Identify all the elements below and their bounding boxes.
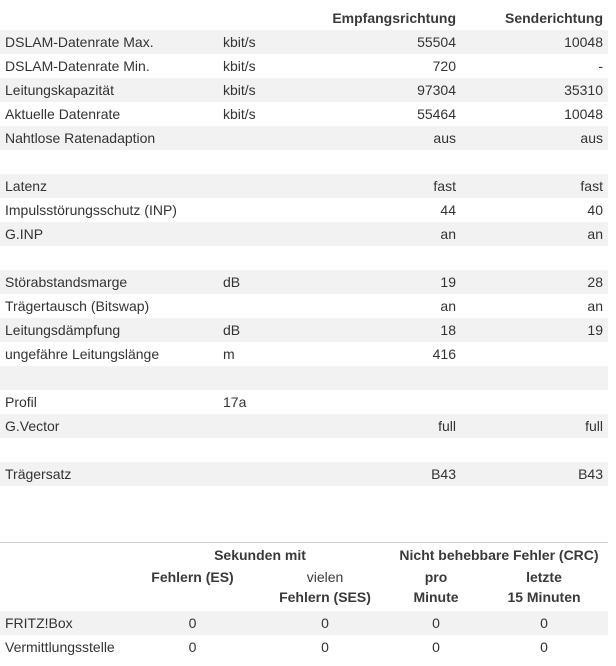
header-receive-direction: Empfangsrichtung xyxy=(332,10,456,26)
ses-value: 0 xyxy=(321,615,329,631)
send-value: 28 xyxy=(587,274,603,290)
row-label: Latenz xyxy=(5,178,48,194)
header-last-15-line2: 15 Minuten xyxy=(507,589,581,605)
error-statistics-table xyxy=(0,542,608,659)
header-ses-line1: vielen xyxy=(306,569,344,585)
row-label: Vermittlungsstelle xyxy=(5,639,115,655)
es-value: 0 xyxy=(188,639,197,655)
receive-value: 416 xyxy=(432,346,456,362)
header-ses-line2: Fehlern (SES) xyxy=(279,589,371,605)
es-value: 0 xyxy=(188,615,197,631)
send-value: fast xyxy=(580,178,603,194)
send-value: full xyxy=(585,418,603,434)
send-value: an xyxy=(587,226,603,242)
table-row xyxy=(0,150,608,174)
receive-value: full xyxy=(438,418,456,434)
error-group-header xyxy=(0,543,608,567)
table-row xyxy=(0,198,608,222)
send-value: 10048 xyxy=(564,106,603,122)
ses-value: 0 xyxy=(321,639,329,655)
crc-15min-value: 0 xyxy=(540,615,548,631)
dsl-line-table xyxy=(0,6,608,486)
table-row xyxy=(0,294,608,318)
row-label: G.INP xyxy=(5,226,44,242)
send-value: - xyxy=(598,58,603,74)
row-unit: kbit/s xyxy=(223,58,256,74)
row-label: Störabstandsmarge xyxy=(5,274,128,290)
row-label: FRITZ!Box xyxy=(5,615,73,631)
table-row xyxy=(0,366,608,390)
row-label: Profil xyxy=(5,394,37,410)
table-row xyxy=(0,30,608,54)
row-label: Trägersatz xyxy=(5,466,72,482)
header-per-minute-line2: Minute xyxy=(413,589,459,605)
row-label: DSLAM-Datenrate Min. xyxy=(5,58,150,74)
table-row xyxy=(0,54,608,78)
receive-value: an xyxy=(440,298,456,314)
row-label: Leitungsdämpfung xyxy=(5,322,121,338)
header-send-direction: Senderichtung xyxy=(504,10,603,26)
receive-value: B43 xyxy=(431,466,456,482)
crc-per-minute-value: 0 xyxy=(432,639,440,655)
row-label: Impulsstörungsschutz (INP) xyxy=(5,202,177,218)
table-row xyxy=(0,270,608,294)
table-row xyxy=(0,222,608,246)
row-unit: dB xyxy=(223,322,241,338)
table-row xyxy=(0,342,608,366)
table-row xyxy=(0,611,608,635)
header-crc-errors: Nicht behebbare Fehler (CRC) xyxy=(399,547,599,563)
table-row xyxy=(0,318,608,342)
receive-value: 55504 xyxy=(417,34,456,50)
send-value: B43 xyxy=(578,466,603,482)
crc-per-minute-value: 0 xyxy=(432,615,440,631)
receive-value: 97304 xyxy=(417,82,456,98)
header-seconds-with: Sekunden mit xyxy=(214,547,306,563)
send-value: aus xyxy=(580,130,603,146)
row-unit: dB xyxy=(223,274,241,290)
row-label: Leitungskapazität xyxy=(5,82,114,98)
row-label: Nahtlose Ratenadaption xyxy=(5,130,156,146)
send-value: an xyxy=(587,298,603,314)
row-label: Aktuelle Datenrate xyxy=(5,106,121,122)
header-last-15-line1: letzte xyxy=(526,569,562,585)
table-row xyxy=(0,174,608,198)
receive-value: 44 xyxy=(440,202,456,218)
row-unit: kbit/s xyxy=(223,106,256,122)
table-row xyxy=(0,462,608,486)
table-row xyxy=(0,78,608,102)
receive-value: an xyxy=(440,226,456,242)
send-value: 40 xyxy=(587,202,603,218)
row-label: DSLAM-Datenrate Max. xyxy=(5,34,154,50)
send-value: 10048 xyxy=(564,34,603,50)
header-es: Fehlern (ES) xyxy=(151,569,234,585)
send-value: 19 xyxy=(587,322,603,338)
row-label: Trägertausch (Bitswap) xyxy=(5,298,150,314)
row-label: G.Vector xyxy=(5,418,60,434)
crc-15min-value: 0 xyxy=(540,639,548,655)
receive-value: 19 xyxy=(440,274,456,290)
table-row xyxy=(0,246,608,270)
receive-value: 18 xyxy=(440,322,456,338)
send-value: 35310 xyxy=(564,82,603,98)
receive-value: 55464 xyxy=(417,106,456,122)
table-row xyxy=(0,390,608,414)
table-row xyxy=(0,414,608,438)
row-label: ungefähre Leitungslänge xyxy=(5,346,160,362)
table-row xyxy=(0,126,608,150)
row-unit: kbit/s xyxy=(223,34,256,50)
receive-value: aus xyxy=(433,130,456,146)
table-header-row xyxy=(0,6,608,30)
row-unit: kbit/s xyxy=(223,82,256,98)
receive-value: 720 xyxy=(432,58,456,74)
row-unit: m xyxy=(223,346,235,362)
row-unit: 17a xyxy=(223,394,247,410)
error-sub-header xyxy=(0,567,608,611)
table-row xyxy=(0,102,608,126)
header-per-minute-line1: pro xyxy=(424,569,448,585)
receive-value: fast xyxy=(433,178,456,194)
table-row xyxy=(0,438,608,462)
table-row xyxy=(0,635,608,659)
